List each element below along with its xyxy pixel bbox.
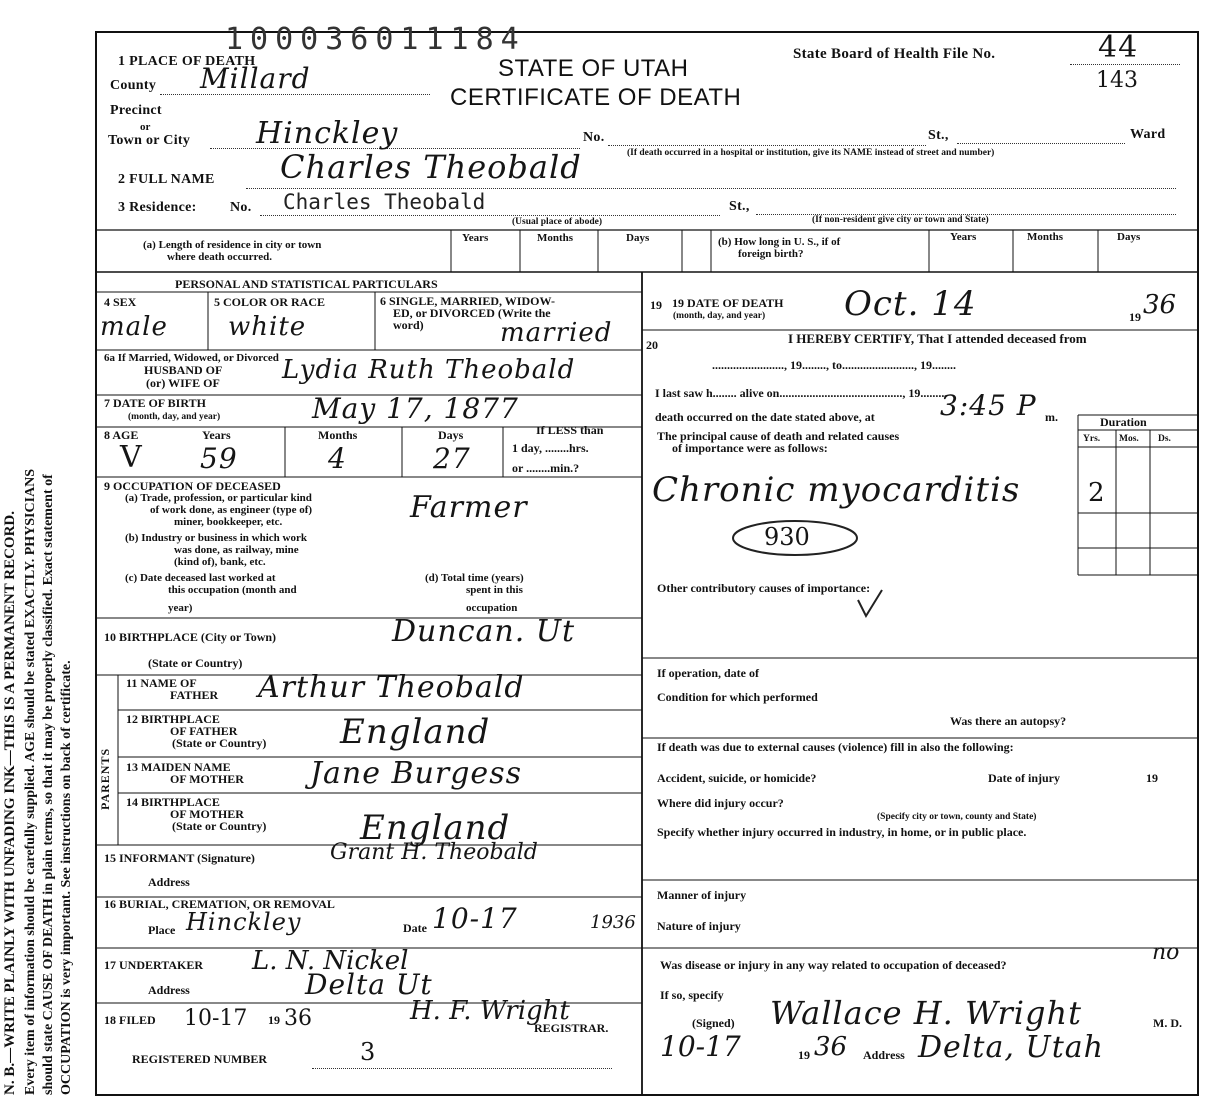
occurred-text: death occurred on the date stated above, at [655,410,875,424]
file-no-value: 44 [1098,30,1139,65]
age-months-label: Months [318,428,358,442]
parents-label: PARENTS [98,747,112,810]
marital-label-1: 6 SINGLE, MARRIED, WIDOW- [380,294,556,308]
cause-text-2: of importance were as follows: [672,441,828,455]
physician-address-label: Address [863,1048,905,1062]
marital-value: married [500,318,613,348]
filed-year-prefix: 19 [268,1013,280,1027]
file-no-label: State Board of Health File No. [793,46,996,62]
dob-label-1: 7 DATE OF BIRTH [104,396,206,410]
birthplace-value: Duncan. Ut [392,614,576,649]
us-years-label: Years [950,231,977,243]
if-so-label: If so, specify [660,988,724,1002]
town-label: Town or City [108,133,191,148]
burial-date-value: 10-17 [432,902,518,935]
occupation-a-2: of work done, as engineer (type of) [150,504,313,516]
residence-length-a: (a) Length of residence in city or town [143,239,322,251]
age-years-value: 59 [200,442,238,475]
certify-num: 20 [646,338,658,352]
undertaker-value: L. N. Nickel [252,946,409,976]
dod-value: Oct. 14 [844,284,977,324]
dob-value: May 17, 1877 [312,392,519,425]
father-value: Arthur Theobald [258,670,525,705]
res-days-label: Days [626,232,650,244]
occupation-c-2: this occupation (month and [168,584,297,596]
mother-bp-label-3: (State or Country) [172,819,267,833]
certificate-title-state: STATE OF UTAH [498,55,689,82]
undertaker-address-label: Address [148,983,190,997]
signed-label: (Signed) [692,1016,735,1030]
residence-st-label: St., [729,199,750,214]
duration-yrs: Yrs. [1083,434,1101,444]
informant-address-label: Address [148,875,190,889]
personal-heading: PERSONAL AND STATISTICAL PARTICULARS [175,277,438,291]
registrar-label: REGISTRAR. [534,1021,609,1035]
residence-label: 3 Residence: [118,200,197,215]
age-years-label: Years [202,428,231,442]
undertaker-address-value: Delta Ut [305,968,433,1001]
mother-label-1: 13 MAIDEN NAME [126,760,231,774]
age-months-value: 4 [328,442,347,475]
signed-year-prefix: 19 [798,1048,810,1062]
occupation-b-2: was done, as railway, mine [174,544,299,556]
dod-year: 36 [1143,290,1177,320]
dod-year-prefix: 19 [1129,310,1141,324]
burial-year-value: 1936 [590,912,636,933]
informant-value: Grant H. Theobald [330,840,538,865]
hospital-note: (If death occurred in a hospital or institution, give its NAME instead of street and number) [627,148,995,158]
duration-mos: Mos. [1119,434,1139,444]
color-value: white [228,312,307,342]
occupation-value: Farmer [410,490,528,525]
occupation-d-2: spent in this [466,584,523,596]
nature-label: Nature of injury [657,919,741,933]
town-value: Hinckley [256,116,399,151]
injury-date-label: Date of injury [988,771,1060,785]
physician-signature: Wallace H. Wright [770,994,1082,1032]
occupation-b-3: (kind of), bank, etc. [174,556,266,568]
signed-year: 36 [814,1032,848,1062]
injury-year-prefix: 19 [1146,771,1158,785]
dod-label-2: (month, day, and year) [673,311,766,321]
sex-value: male [100,312,168,342]
marital-label-2: ED, or DIVORCED (Write the [393,306,551,320]
autopsy-label: Was there an autopsy? [950,714,1067,728]
age-check: V [120,440,143,475]
registered-number-label: REGISTERED NUMBER [132,1052,268,1066]
town-st-label: St., [928,128,949,143]
occupation-a-1: (a) Trade, profession, or particular kind [125,492,312,504]
occupation-related-label: Was disease or injury in any way related to occupation of deceased? [660,958,1007,972]
burial-place-label: Place [148,923,176,937]
sex-label: 4 SEX [104,295,137,309]
age-days-value: 27 [433,442,471,475]
less-than-label-1: If LESS than [536,423,604,437]
filed-label: 18 FILED [104,1013,156,1027]
father-bp-value: England [340,712,491,752]
side-note-line1: N. B.—WRITE PLAINLY WITH UNFADING INK—THIS IS A PERMANENT RECORD. [2,511,18,1095]
cause-value: Chronic myocarditis [652,470,1021,510]
age-label: 8 AGE [104,428,139,442]
occupation-b-1: (b) Industry or business in which work [125,532,307,544]
burial-label: 16 BURIAL, CREMATION, OR REMOVAL [104,897,335,911]
certify-line-2: ........................, 19........, to........................, 19........ [712,358,956,372]
us-days-label: Days [1117,231,1141,243]
mother-label-2: OF MOTHER [170,772,244,786]
other-causes-label: Other contributory causes of importance: [657,581,871,595]
external-causes-label: If death was due to external causes (violence) fill in also the following: [657,740,1014,754]
nonresident-note: (If non-resident give city or town and State) [812,215,989,225]
side-note-line4: OCCUPATION is very important. See instructions on back of certificate. [59,660,74,1095]
dod-label-num: 19 [650,298,662,312]
residence-length-b2: foreign birth? [738,248,804,260]
ward-label: Ward [1130,127,1166,142]
filed-value: 10-17 [184,1006,248,1031]
certificate-title: CERTIFICATE OF DEATH [450,84,742,111]
birthplace-label: 10 BIRTHPLACE (City or Town) [104,630,277,644]
signed-date: 10-17 [660,1030,741,1063]
spouse-value: Lydia Ruth Theobald [282,355,576,385]
md-label: M. D. [1153,1016,1182,1030]
duration-ds: Ds. [1158,434,1171,444]
residence-length-b: (b) How long in U. S., if of [718,236,841,248]
operation-label: If operation, date of [657,666,759,680]
residence-length-a2: where death occurred. [167,251,272,263]
occupation-c-1: (c) Date deceased last worked at [125,572,276,584]
last-saw-text: I last saw h........ alive on........................................., 19........ [655,386,945,400]
mother-bp-label-1: 14 BIRTHPLACE [126,795,220,809]
full-name-value: Charles Theobald [280,148,582,186]
condition-label: Condition for which performed [657,690,818,704]
age-days-label: Days [438,428,464,442]
father-bp-label-3: (State or Country) [172,736,267,750]
dod-label-1: 19 DATE OF DEATH [672,296,784,310]
side-note-line3: should state CAUSE OF DEATH in plain terms, so that it may be properly classified. Exact statement of [41,474,56,1095]
spouse-label-1: 6a If Married, Widowed, or Divorced [104,352,279,364]
occupation-c-3: year) [168,602,193,614]
occupation-a-3: miner, bookkeeper, etc. [174,516,283,528]
res-months-label: Months [537,232,574,244]
registered-number-value: 3 [360,1038,376,1066]
county-label: County [110,78,157,93]
mother-bp-value: England [360,808,511,848]
father-label-1: 11 NAME OF [126,676,197,690]
physician-address-value: Delta, Utah [918,1030,1104,1065]
marital-label-3: word) [393,318,424,332]
us-months-label: Months [1027,231,1064,243]
or-label: or [140,121,151,133]
color-label: 5 COLOR OR RACE [214,295,326,309]
occupation-related-value: no [1152,940,1180,965]
burial-date-label: Date [403,921,427,935]
burial-place-value: Hinckley [186,908,302,936]
res-years-label: Years [462,232,489,244]
time-of-death: 3:45 P [940,389,1037,422]
undertaker-label: 17 UNDERTAKER [104,958,204,972]
precinct-label: Precinct [110,103,162,118]
occupation-d-3: occupation [466,602,518,614]
side-note-line2: Every item of information should be carefully supplied. AGE should be stated EXACTLY. PHYSICIANS [23,468,38,1095]
county-value: Millard [200,62,311,95]
father-bp-label-2: OF FATHER [170,724,238,738]
cause-code: 930 [764,523,810,551]
file-no-extra: 143 [1096,68,1138,93]
occupation-d-1: (d) Total time (years) [425,572,524,584]
mother-bp-label-2: OF MOTHER [170,807,244,821]
occupation-label: 9 OCCUPATION OF DECEASED [104,479,281,493]
town-no-label: No. [583,130,605,145]
father-bp-label-1: 12 BIRTHPLACE [126,712,220,726]
duration-label: Duration [1100,415,1147,429]
filed-year: 36 [284,1006,312,1031]
cause-duration-years: 2 [1088,478,1105,508]
dob-label-2: (month, day, and year) [128,412,221,422]
birthplace-state-label: (State or Country) [148,656,243,670]
certificate-serial: 100036011184 [225,22,526,57]
specify-place-note: (Specify city or town, county and State) [877,812,1037,822]
less-than-label-3: or ........min.? [512,461,580,475]
registrar-signature: H. F. Wright [410,996,570,1026]
less-than-label-2: 1 day, ........hrs. [512,441,589,455]
m-label: m. [1045,410,1058,424]
residence-value: Charles Theobald [283,190,486,214]
specify-industry-label: Specify whether injury occurred in industry, in home, or in public place. [657,825,1027,839]
spouse-label-3: (or) WIFE OF [146,376,220,390]
mother-value: Jane Burgess [310,756,522,791]
certify-text: I HEREBY CERTIFY, That I attended deceased from [788,331,1087,346]
father-label-2: FATHER [170,688,219,702]
usual-abode-note: (Usual place of abode) [512,217,602,227]
accident-label: Accident, suicide, or homicide? [657,771,817,785]
spouse-label-2: HUSBAND OF [144,363,223,377]
cause-text-1: The principal cause of death and related causes [657,429,900,443]
where-injury-label: Where did injury occur? [657,796,784,810]
manner-label: Manner of injury [657,888,747,902]
full-name-label: 2 FULL NAME [118,172,215,187]
place-heading: 1 PLACE OF DEATH [118,54,256,69]
informant-label: 15 INFORMANT (Signature) [104,851,255,865]
residence-no-label: No. [230,200,252,215]
